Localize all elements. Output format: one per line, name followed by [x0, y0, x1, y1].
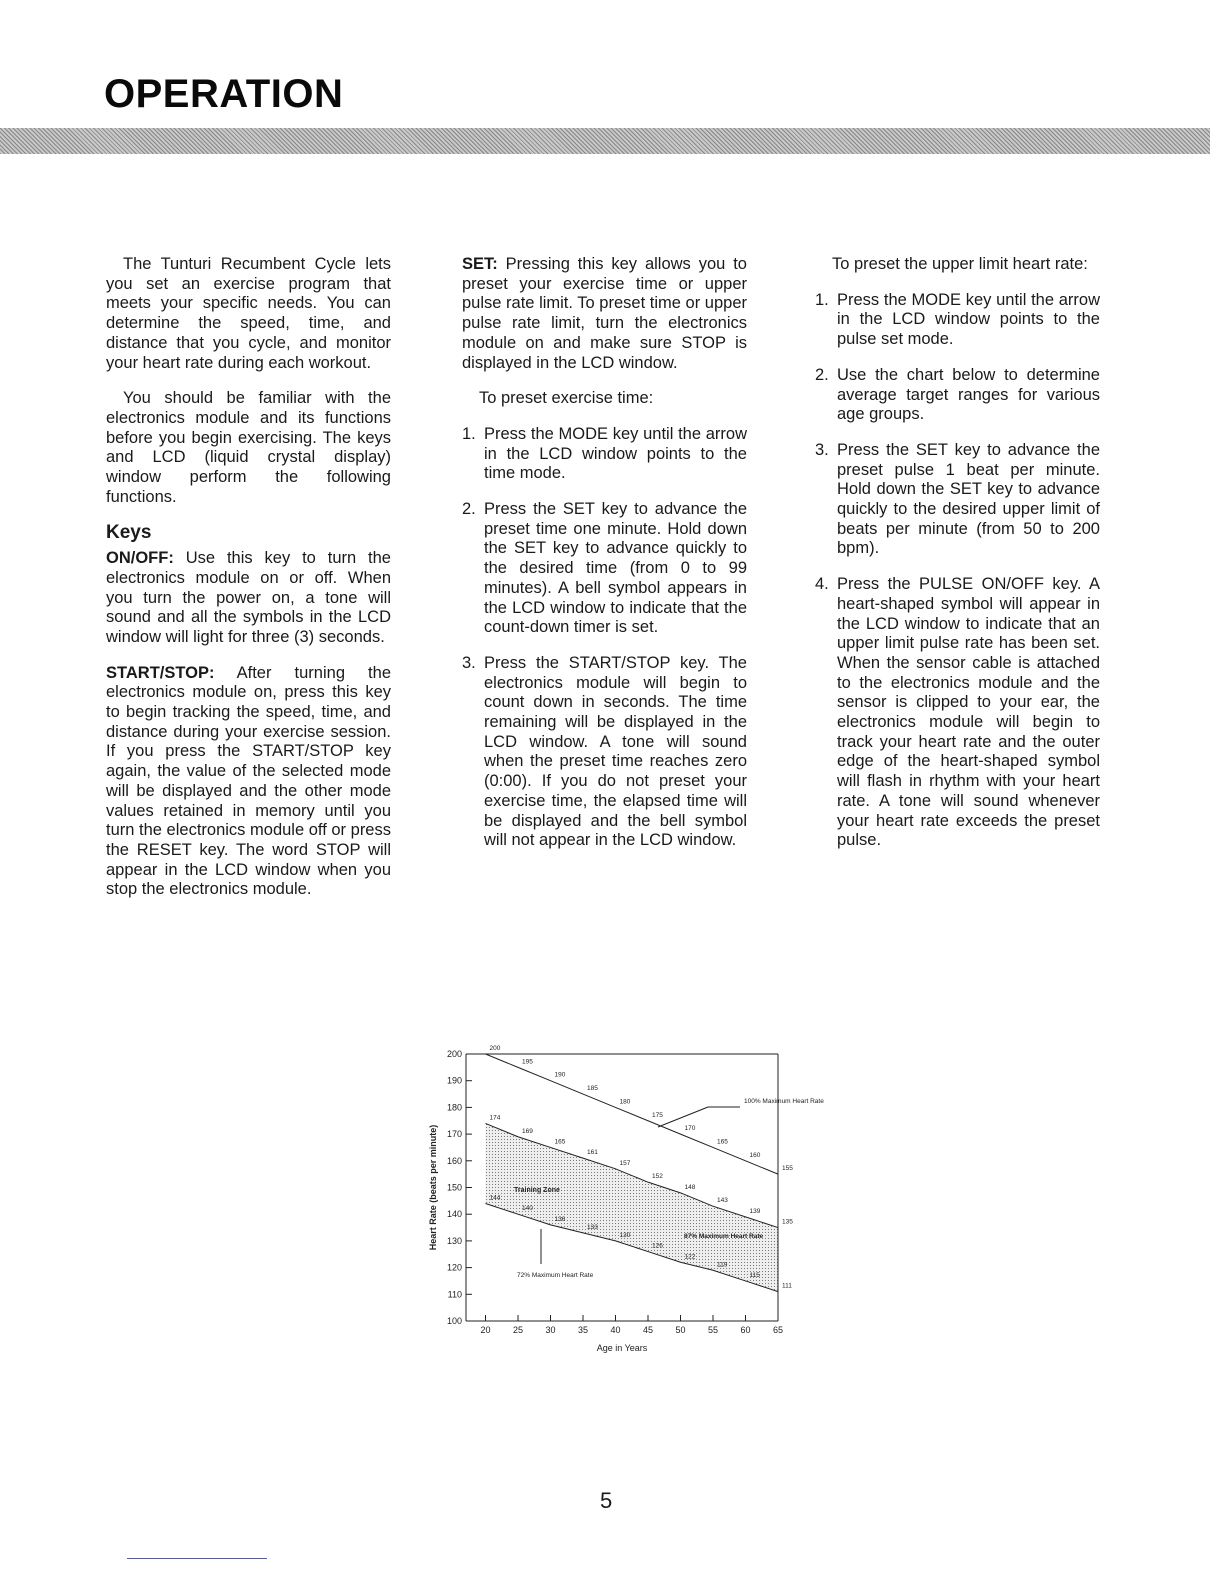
set-text: Pressing this key allows you to preset your exercise time or upper pulse rate limit. To preset time or upper pulse rate limit, turn the electronics module on and make sure STOP is displayed in the LCD window.	[462, 255, 747, 372]
data-label: 144	[489, 1194, 501, 1202]
preset-time-steps	[462, 425, 747, 851]
y-tick-label: 140	[446, 1209, 462, 1220]
list-item	[462, 425, 747, 484]
step-number: 1.	[462, 424, 476, 443]
column-right	[815, 255, 1100, 867]
data-label: 169	[522, 1127, 533, 1135]
data-label: 161	[587, 1149, 598, 1157]
onoff-text: Use this key to turn the electronics module on or off. When you turn the power on, a tone will sound and all the symbols in the LCD window will light for three (3) seconds.	[106, 549, 391, 646]
preset-time-intro: To preset exercise time:	[479, 389, 654, 408]
data-label: 115	[749, 1271, 760, 1279]
step-text: Press the PULSE ON/OFF key. A heart-shaped symbol will appear in the LCD window to indicate that an upper limit pulse rate has been set. When the sensor cable is attached to the electronics module and the sensor is clipped to your ear, the electronics module will begin to track your heart rate and the outer edge of the heart-shaped symbol will flash in rhythm with your heart rate. A tone will sound whenever your heart rate exceeds the preset pulse.	[837, 575, 1100, 850]
header-band	[0, 128, 1210, 154]
data-label: 130	[619, 1231, 631, 1239]
onoff-label: ON/OFF:	[106, 549, 174, 568]
x-axis-title: Age in Years	[596, 1343, 648, 1353]
step-number: 2.	[462, 500, 476, 519]
x-tick-label: 40	[610, 1325, 621, 1335]
familiar-paragraph: You should be familiar with the electronics module and its functions before you begin exercising. The keys and LCD (liquid crystal display) window perform the following functions.	[106, 389, 391, 506]
y-tick-label: 160	[446, 1155, 462, 1166]
y-tick-label: 170	[446, 1129, 462, 1140]
bottom-rule	[127, 1558, 267, 1559]
data-label: 135	[782, 1218, 793, 1226]
startstop-paragraph	[106, 664, 391, 900]
annotation-leader-100	[658, 1107, 708, 1127]
data-label: 139	[749, 1207, 761, 1215]
x-tick-label: 60	[740, 1325, 751, 1335]
data-label: 174	[489, 1114, 501, 1122]
data-label: 170	[684, 1125, 696, 1133]
x-tick-label: 20	[480, 1325, 491, 1335]
step-number: 1.	[815, 290, 829, 309]
data-label: 160	[749, 1151, 761, 1159]
x-tick-label: 55	[707, 1325, 719, 1335]
list-item	[462, 500, 747, 638]
step-text: Use the chart below to determine average target ranges for various age groups.	[837, 365, 1100, 424]
y-tick-label: 100	[446, 1316, 462, 1326]
data-label: 152	[652, 1173, 663, 1181]
data-label: 180	[619, 1098, 631, 1106]
annotation-87-label: 87% Maximum Heart Rate	[684, 1233, 764, 1240]
column-middle	[462, 255, 747, 867]
x-tick-label: 50	[675, 1325, 686, 1335]
data-label: 119	[717, 1261, 728, 1269]
data-label: 143	[717, 1197, 728, 1205]
y-tick-label: 180	[446, 1102, 462, 1113]
step-text: Press the SET key to advance the preset time one minute. Hold down the SET key to advance quickly to the desired time (from 0 to 99 minutes). A bell symbol appears in the LCD window to indicate that the count-down timer is set.	[484, 500, 747, 637]
startstop-label: START/STOP:	[106, 663, 215, 682]
set-paragraph	[462, 255, 747, 373]
onoff-paragraph	[106, 549, 391, 648]
data-label: 165	[554, 1138, 566, 1146]
data-label: 165	[717, 1138, 728, 1146]
data-label: 122	[684, 1253, 696, 1261]
data-label: 195	[522, 1058, 533, 1066]
step-number: 2.	[815, 365, 829, 384]
annotation-training-zone: Training Zone	[514, 1187, 560, 1194]
x-tick-label: 25	[512, 1325, 524, 1335]
data-label: 136	[554, 1215, 566, 1223]
data-label: 157	[619, 1159, 631, 1167]
y-tick-label: 190	[446, 1075, 462, 1086]
y-tick-label: 200	[446, 1049, 462, 1059]
step-text: Press the MODE key until the arrow in the LCD window points to the pulse set mode.	[837, 290, 1100, 349]
data-label: 111	[782, 1282, 792, 1290]
step-number: 4.	[815, 575, 829, 594]
annotation-72-label: 72% Maximum Heart Rate	[517, 1272, 594, 1279]
page-title: OPERATION	[104, 72, 344, 116]
keys-heading: Keys	[106, 522, 152, 544]
page-number: 5	[600, 1488, 613, 1513]
list-item	[815, 291, 1100, 350]
x-tick-label: 35	[577, 1325, 589, 1335]
data-label: 175	[652, 1111, 663, 1119]
data-label: 155	[782, 1165, 793, 1173]
intro-paragraph: The Tunturi Recumbent Cycle lets you set an exercise program that meets your specific needs. You can determine the speed, time, and distance that you cycle, and monitor your heart rate during each workout.	[106, 255, 391, 372]
annotation-100-label: 100% Maximum Heart Rate	[744, 1098, 824, 1105]
list-item	[815, 366, 1100, 425]
startstop-text: After turning the electronics module on, press this key to begin tracking the speed, time, and distance during your exercise session. If you press the START/STOP key again, the value of the selected mode will be displayed and the other mode values retained in memory until you turn the electronics module off or press the RESET key. The word STOP will appear in the LCD window when you stop the electronics module.	[106, 663, 391, 899]
x-tick-label: 45	[642, 1325, 654, 1335]
y-tick-label: 110	[447, 1289, 462, 1300]
data-label: 190	[554, 1071, 566, 1079]
data-label: 148	[684, 1183, 696, 1191]
data-label: 133	[587, 1223, 598, 1231]
step-number: 3.	[815, 440, 829, 459]
step-number: 3.	[462, 653, 476, 672]
list-item	[462, 654, 747, 851]
y-axis-title: Heart Rate (beats per minute)	[428, 1124, 438, 1251]
step-text: Press the START/STOP key. The electronics module will begin to count down in seconds. The time remaining will be displayed in the LCD window. A tone will sound when the preset time reaches zero (0:00). If you do not preset your exercise time, the elapsed time will be displayed and the bell symbol will not appear in the LCD window.	[484, 653, 747, 850]
list-item	[815, 441, 1100, 559]
data-label: 140	[522, 1205, 533, 1213]
data-label: 200	[489, 1045, 501, 1052]
set-label: SET:	[462, 255, 498, 273]
step-text: Press the MODE key until the arrow in the LCD window points to the time mode.	[484, 424, 747, 483]
heart-rate-chart	[414, 1045, 824, 1366]
step-text: Press the SET key to advance the preset pulse 1 beat per minute. Hold down the SET key to advance quickly to the desired upper limit of beats per minute (from 50 to 200 bpm).	[837, 440, 1100, 558]
column-left	[106, 255, 391, 916]
y-tick-label: 120	[446, 1262, 462, 1273]
x-tick-label: 30	[545, 1325, 556, 1335]
x-tick-label: 65	[772, 1325, 784, 1335]
list-item	[815, 575, 1100, 851]
data-label: 185	[587, 1085, 598, 1093]
pulse-intro: To preset the upper limit heart rate:	[832, 255, 1088, 273]
y-tick-label: 150	[446, 1182, 462, 1193]
data-label: 126	[652, 1242, 663, 1250]
y-tick-label: 130	[446, 1235, 462, 1246]
pulse-steps	[815, 291, 1100, 851]
